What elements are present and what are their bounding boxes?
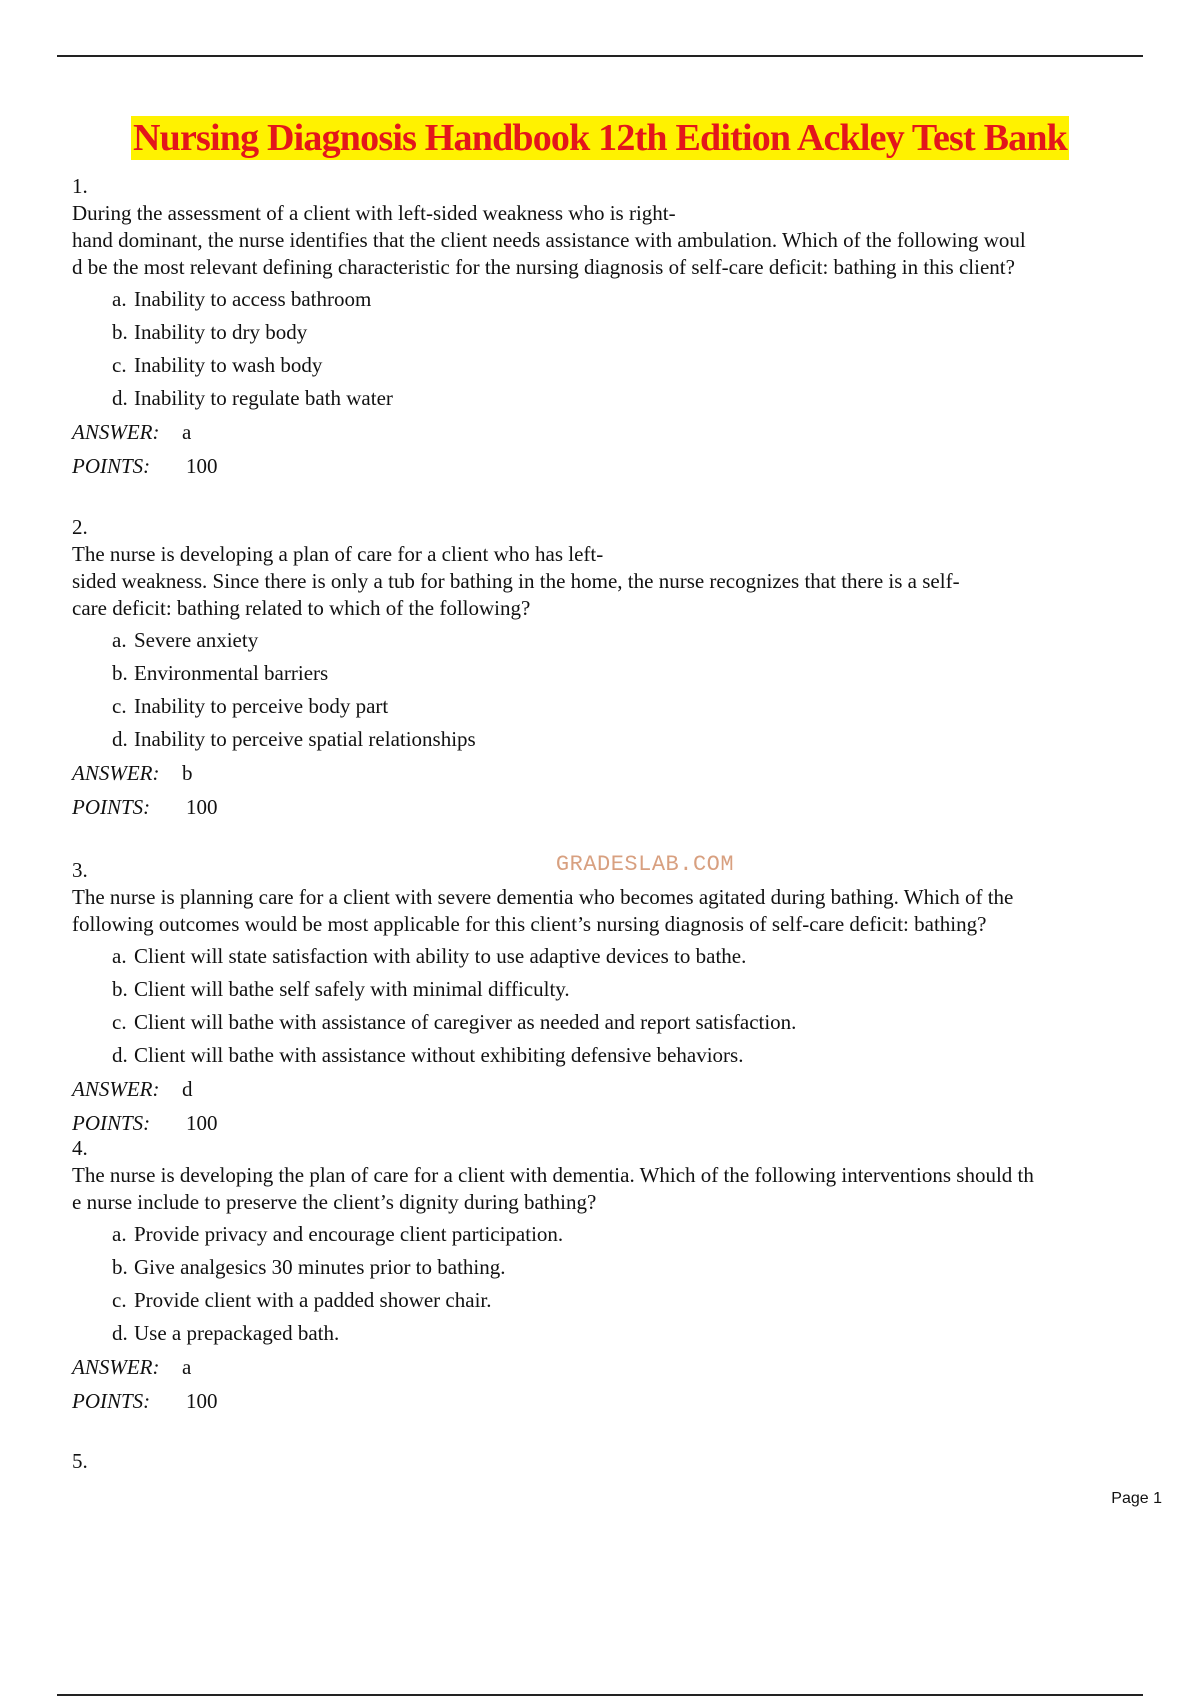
- question-5: [72, 1448, 1162, 1475]
- title-wrap: [0, 116, 1200, 160]
- choice-c: [72, 349, 1162, 382]
- choice-b: [72, 973, 1162, 1006]
- question-3: [72, 857, 1162, 1140]
- question-number: 2.: [72, 515, 88, 539]
- choice-letter: a.: [112, 1222, 127, 1246]
- choice-text: Inability to perceive spatial relationships: [134, 727, 476, 751]
- choice-c: [72, 1284, 1162, 1317]
- choice-a: [72, 1218, 1162, 1251]
- choice-letter: c.: [112, 353, 127, 377]
- choice-letter: b.: [112, 977, 128, 1001]
- choice-text: Give analgesics 30 minutes prior to bathing.: [134, 1255, 506, 1279]
- points-key: POINTS:: [72, 795, 151, 819]
- points-value: 100: [186, 454, 218, 478]
- question-text: [72, 541, 1162, 622]
- question-2: [72, 514, 1162, 824]
- choice-d: [72, 723, 1162, 756]
- choice-text: Client will bathe with assistance of caregiver as needed and report satisfaction.: [134, 1010, 797, 1034]
- answer-key: ANSWER:: [72, 420, 160, 444]
- answer-line: [72, 415, 1162, 449]
- points-key: POINTS:: [72, 1111, 151, 1135]
- choice-b: [72, 316, 1162, 349]
- choice-text: Inability to regulate bath water: [134, 386, 393, 410]
- choice-list: [72, 1218, 1162, 1350]
- answer-value: b: [182, 761, 193, 785]
- watermark: GRADESLAB.COM: [555, 852, 735, 877]
- choice-text: Provide client with a padded shower chair.: [134, 1288, 492, 1312]
- choice-text: Inability to perceive body part: [134, 694, 389, 718]
- question-line: The nurse is developing the plan of care for a client with dementia. Which of the following interventions should th: [72, 1163, 1034, 1187]
- choice-letter: b.: [112, 661, 128, 685]
- choice-a: [72, 940, 1162, 973]
- choice-d: [72, 382, 1162, 415]
- choice-letter: a.: [112, 287, 127, 311]
- question-line: hand dominant, the nurse identifies that the client needs assistance with ambulation. Which of the following woul: [72, 228, 1026, 252]
- question-line: following outcomes would be most applicable for this client’s nursing diagnosis of self-care deficit: bathing?: [72, 912, 987, 936]
- choice-text: Client will bathe self safely with minimal difficulty.: [134, 977, 570, 1001]
- question-number: 4.: [72, 1136, 88, 1160]
- page-number: Page 1: [1111, 1490, 1162, 1507]
- bottom-rule: [57, 1694, 1143, 1696]
- top-rule: [57, 55, 1143, 57]
- choice-letter: d.: [112, 386, 128, 410]
- choice-text: Inability to dry body: [134, 320, 308, 344]
- choice-letter: a.: [112, 628, 127, 652]
- choice-letter: d.: [112, 1321, 128, 1345]
- answer-key: ANSWER:: [72, 1077, 160, 1101]
- answer-value: d: [182, 1077, 193, 1101]
- choice-text: Client will bathe with assistance without exhibiting defensive behaviors.: [134, 1043, 744, 1067]
- choice-text: Inability to access bathroom: [134, 287, 372, 311]
- question-line: sided weakness. Since there is only a tub for bathing in the home, the nurse recognizes that there is a self-: [72, 569, 960, 593]
- question-number: 3.: [72, 858, 88, 882]
- points-line: [72, 790, 1162, 824]
- points-line: [72, 1384, 1162, 1418]
- choice-letter: c.: [112, 694, 127, 718]
- choice-c: [72, 690, 1162, 723]
- choice-b: [72, 657, 1162, 690]
- choice-letter: d.: [112, 1043, 128, 1067]
- answer-value: a: [182, 420, 192, 444]
- question-line: d be the most relevant defining characteristic for the nursing diagnosis of self-care deficit: bathing in this client?: [72, 255, 1015, 279]
- question-line: The nurse is planning care for a client with severe dementia who becomes agitated during bathing. Which of the: [72, 885, 1014, 909]
- points-value: 100: [186, 1389, 218, 1413]
- question-1: [72, 173, 1162, 483]
- answer-line: [72, 1350, 1162, 1384]
- question-line: e nurse include to preserve the client’s dignity during bathing?: [72, 1190, 597, 1214]
- answer-key: ANSWER:: [72, 1355, 160, 1379]
- choice-letter: c.: [112, 1288, 127, 1312]
- choice-b: [72, 1251, 1162, 1284]
- choice-c: [72, 1006, 1162, 1039]
- choice-list: [72, 283, 1162, 415]
- question-number: 5.: [72, 1449, 88, 1473]
- choice-a: [72, 283, 1162, 316]
- choice-text: Severe anxiety: [134, 628, 259, 652]
- choice-d: [72, 1039, 1162, 1072]
- choice-letter: b.: [112, 1255, 128, 1279]
- choice-text: Inability to wash body: [134, 353, 323, 377]
- answer-key: ANSWER:: [72, 761, 160, 785]
- choice-a: [72, 624, 1162, 657]
- answer-line: [72, 1072, 1162, 1106]
- document-title: Nursing Diagnosis Handbook 12th Edition Ackley Test Bank: [132, 117, 1068, 159]
- choice-text: Environmental barriers: [134, 661, 329, 685]
- question-text: [72, 884, 1162, 938]
- answer-line: [72, 756, 1162, 790]
- points-key: POINTS:: [72, 1389, 151, 1413]
- question-number: 1.: [72, 174, 88, 198]
- choice-letter: b.: [112, 320, 128, 344]
- points-value: 100: [186, 795, 218, 819]
- choice-text: Client will state satisfaction with ability to use adaptive devices to bathe.: [134, 944, 747, 968]
- choice-text: Provide privacy and encourage client participation.: [134, 1222, 564, 1246]
- points-line: [72, 449, 1162, 483]
- choice-list: [72, 940, 1162, 1072]
- question-text: [72, 1162, 1162, 1216]
- question-text: [72, 200, 1162, 281]
- choice-text: Use a prepackaged bath.: [134, 1321, 340, 1345]
- points-value: 100: [186, 1111, 218, 1135]
- choice-list: [72, 624, 1162, 756]
- choice-letter: c.: [112, 1010, 127, 1034]
- question-line: The nurse is developing a plan of care for a client who has left-: [72, 542, 604, 566]
- points-key: POINTS:: [72, 454, 151, 478]
- answer-value: a: [182, 1355, 192, 1379]
- choice-letter: a.: [112, 944, 127, 968]
- choice-letter: d.: [112, 727, 128, 751]
- choice-d: [72, 1317, 1162, 1350]
- question-line: care deficit: bathing related to which of the following?: [72, 596, 531, 620]
- question-line: During the assessment of a client with left-sided weakness who is right-: [72, 201, 676, 225]
- question-4: [72, 1135, 1162, 1418]
